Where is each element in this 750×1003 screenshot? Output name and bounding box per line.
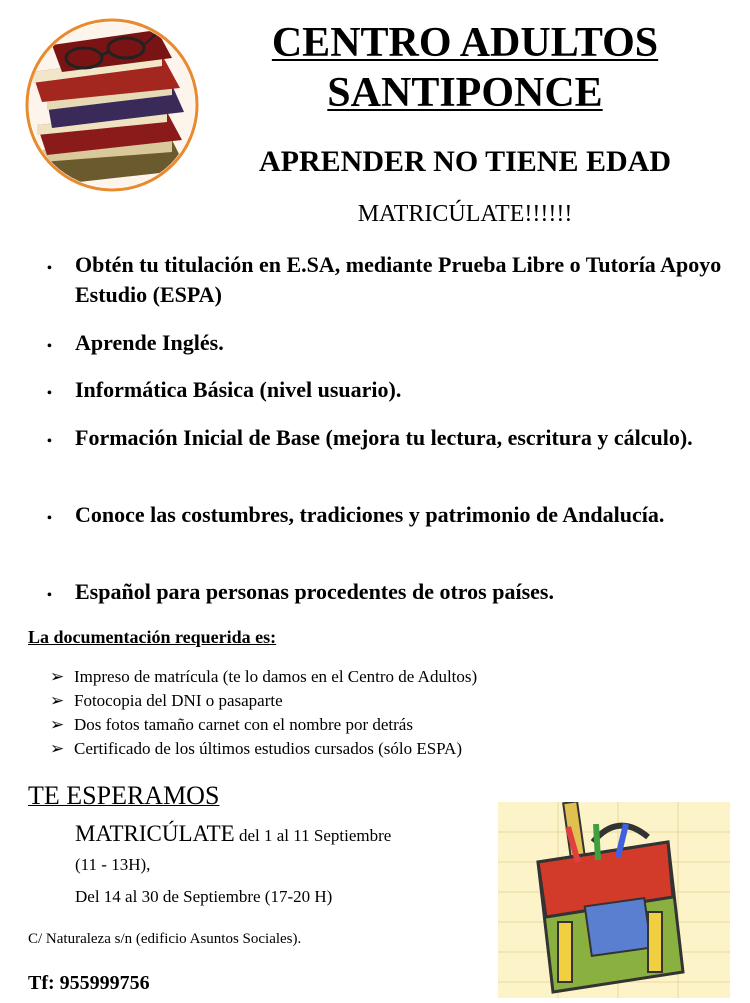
arrow-icon: ➢: [50, 715, 65, 734]
page-title: [215, 18, 715, 118]
bullet: •: [47, 386, 52, 401]
address: C/ Naturaleza s/n (edificio Asuntos Sociales).: [28, 931, 302, 947]
doc-item-text: Certificado de los últimos estudios cursados (sólo ESPA): [74, 739, 462, 758]
arrow-icon: ➢: [50, 667, 65, 686]
doc-item: [50, 714, 413, 736]
doc-item-text: Impreso de matrícula (te lo damos en el Centro de Adultos): [74, 667, 478, 686]
doc-item: [50, 690, 283, 712]
enroll-call: MATRICÚLATE!!!!!!: [357, 201, 573, 227]
offering-text: Obtén tu titulación en E.SA, mediante Prueba Libre o Tutoría Apoyo Estudio (ESPA): [75, 252, 722, 307]
bullet: •: [47, 588, 52, 603]
schedule-period-1: [75, 820, 391, 850]
backpack-icon: [498, 802, 730, 998]
offering-item: [47, 577, 727, 607]
doc-item: [50, 738, 462, 760]
offering-text: Informática Básica (nivel usuario).: [75, 377, 402, 402]
doc-item: [50, 666, 477, 688]
doc-item-text: Fotocopia del DNI o pasaparte: [74, 691, 283, 710]
documentation-heading: La documentación requerida es:: [28, 627, 277, 647]
offering-item: [47, 250, 727, 310]
offering-item: [47, 500, 727, 530]
subtitle: APRENDER NO TIENE EDAD: [258, 145, 671, 178]
offering-item: [47, 375, 727, 405]
offering-text: Formación Inicial de Base (mejora tu lectura, escritura y cálculo).: [75, 425, 693, 450]
arrow-icon: ➢: [50, 691, 65, 710]
books-glasses-icon: [22, 0, 202, 210]
bullet: •: [47, 261, 52, 276]
title-line-2: SANTIPONCE: [327, 70, 603, 116]
offering-item: [47, 423, 727, 453]
period-1-dates: del 1 al 11 Septiembre: [234, 826, 392, 845]
offering-text: Aprende Inglés.: [75, 330, 224, 355]
period-1-hours: (11 - 13H),: [75, 855, 151, 874]
welcome-heading: TE ESPERAMOS: [28, 781, 220, 810]
offering-item: [47, 328, 727, 358]
arrow-icon: ➢: [50, 739, 65, 758]
bullet: •: [47, 434, 52, 449]
offering-text: Español para personas procedentes de otros países.: [75, 579, 554, 604]
title-line-1: CENTRO ADULTOS: [271, 20, 659, 66]
schedule-period-2: Del 14 al 30 de Septiembre (17-20 H): [75, 887, 333, 906]
doc-item-text: Dos fotos tamaño carnet con el nombre por detrás: [74, 715, 413, 734]
bullet: •: [47, 339, 52, 354]
enroll-word: MATRICÚLATE: [75, 821, 235, 846]
phone-number: Tf: 955999756: [28, 972, 150, 994]
offering-text: Conoce las costumbres, tradiciones y patrimonio de Andalucía.: [75, 502, 665, 527]
bullet: •: [47, 511, 52, 526]
